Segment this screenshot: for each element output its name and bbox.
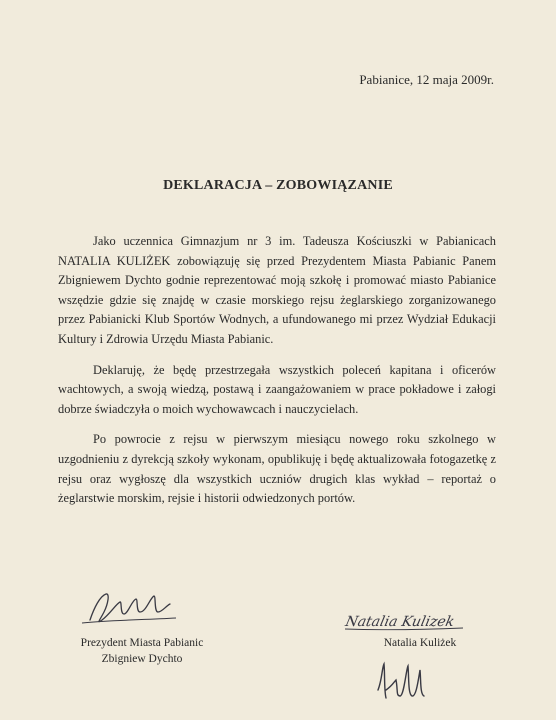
document-title: DEKLARACJA – ZOBOWIĄZANIE bbox=[163, 178, 393, 193]
signature-student-handwriting bbox=[345, 606, 465, 634]
signature-scribble-lower bbox=[372, 660, 432, 705]
paragraph-after-cruise: Po powrocie z rejsu w pierwszym miesiącu nowego roku szkolnego w uzgodnieniu z dyrekcją szkoły wykonam, opublikuję i będę aktualizowała fotogazetkę z rejsu oraz wygłoszę dla wszystkich uczniów drugich klas wykład – reportaż o żeglarstwie morskim, rejsie i historii odwiedzonych portów. bbox=[58, 432, 496, 506]
student-name: Natalia Kuliżek bbox=[383, 637, 457, 649]
signature-mayor-handwriting bbox=[80, 590, 180, 630]
paragraph-declaration: Jako uczennica Gimnazjum nr 3 im. Tadeusza Kościuszki w Pabianicach NATALIA KULIŻEK zobowiązuję się przed Prezydentem Miasta Pabianic Panem Zbigniewem Dychto godnie reprezentować moją szkołę i promować miasto Pabianice wszędzie gdzie się znajdę w czasie morskiego rejsu żeglarskiego zorganizowanego przez Pabianicki Klub Sportów Wodnych, a ufundowanego mi przez Wydział Edukacji Kultury i Zdrowia Urzędu Miasta Pabianic. bbox=[58, 234, 496, 346]
signature-block-student bbox=[360, 635, 480, 651]
mayor-title: Prezydent Miasta Pabianic bbox=[80, 637, 204, 649]
date-line: Pabianice, 12 maja 2009r. bbox=[359, 72, 494, 87]
signature-block-mayor bbox=[62, 635, 222, 667]
document-body bbox=[58, 232, 496, 509]
mayor-name: Zbigniew Dychto bbox=[101, 653, 183, 665]
paragraph-obligations: Deklaruję, że będę przestrzegała wszystkich poleceń kapitana i oficerów wachtowych, a swoją wiedzą, postawą i zaangażowaniem w prace pokładowe i załogi dobrze świadczyła o moich wychowawcach i nauczycielach. bbox=[58, 362, 496, 416]
signature-student-handwritten-text: Natalia Kulizek bbox=[343, 614, 456, 630]
